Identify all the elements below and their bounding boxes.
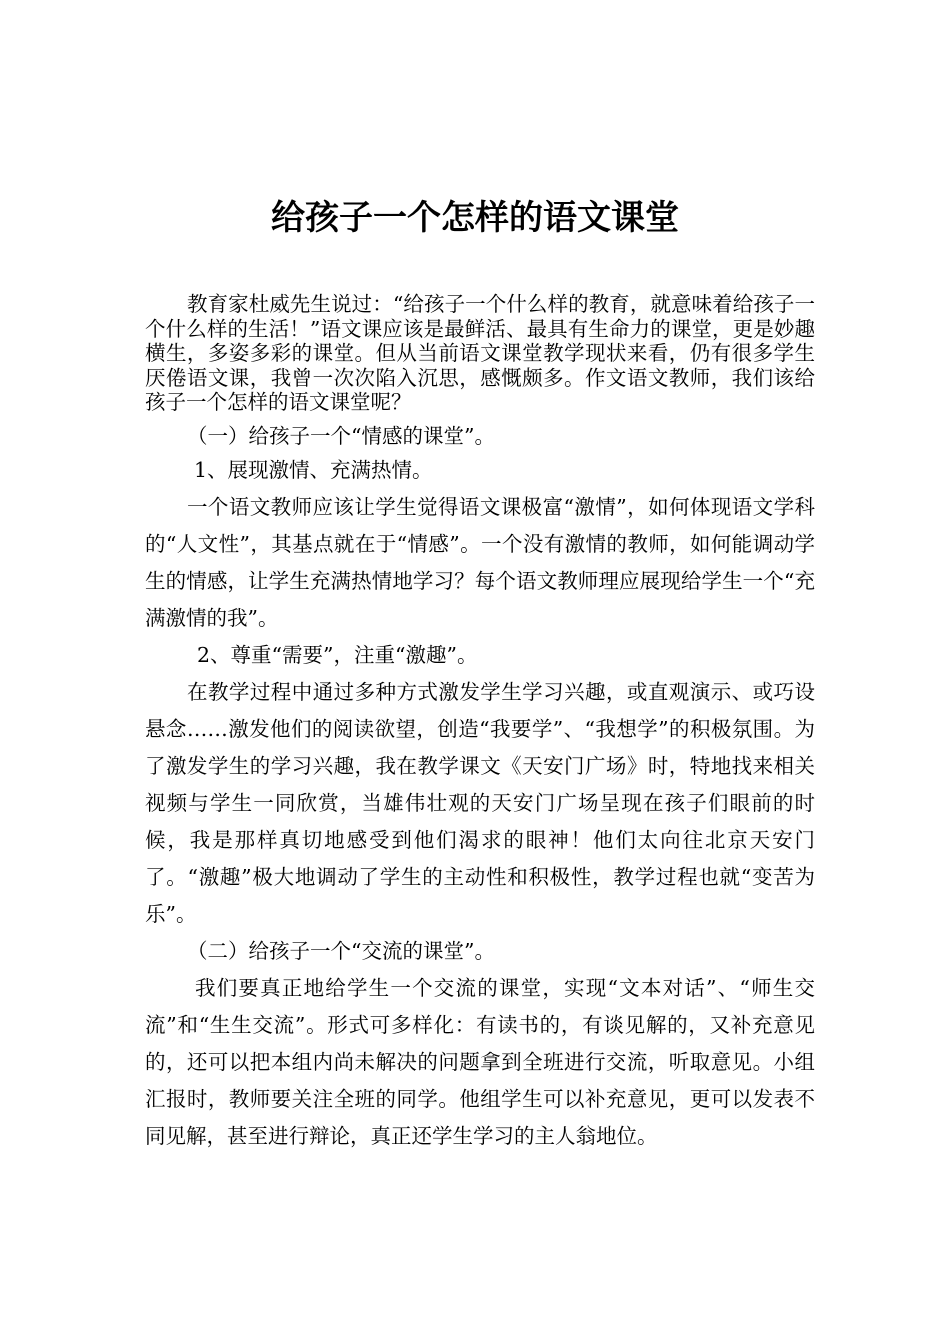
- document-title: 给孩子一个怎样的语文课堂: [271, 198, 679, 238]
- section2-body: 我们要真正地给学生一个交流的课堂，实现“文本对话”、“师生交流”和“生生交流”。形式可多样化：有读书的，有谈见解的，又补充意见的，还可以把本组内尚未解决的问题拿到全班进行交流，听取意见。小组汇报时，教师要关注全班的同学。他组学生可以补充意见，更可以发表不同见解，甚至进行辩论，真正还学生学习的主人翁地位。: [145, 976, 815, 1148]
- item2-heading: 2、尊重“需要”，注重“激趣”。: [197, 643, 478, 667]
- item1-body: 一个语文教师应该让学生觉得语文课极富“激情”，如何体现语文学科的“人文性”，其基点就在于“情感”。一个没有激情的教师，如何能调动学生的情感，让学生充满热情地学习？每个语文教师理应展现给学生一个“充满激情的我”。: [145, 495, 815, 630]
- section1-heading: （一）给孩子一个“情感的课堂”。: [187, 424, 495, 448]
- item2-body: 在教学过程中通过多种方式激发学生学习兴趣，或直观演示、或巧设悬念……激发他们的阅读欲望，创造“我要学”、“我想学”的积极氛围。为了激发学生的学习兴趣，我在教学课文《天安门广场》时，特地找来相关视频与学生一同欣赏，当雄伟壮观的天安门广场呈现在孩子们眼前的时候，我是那样真切地感受到他们渴求的眼神！他们太向往北京天安门了。“激趣”极大地调动了学生的主动性和积极性，教学过程也就“变苦为乐”。: [145, 680, 815, 926]
- intro-paragraph: 教育家杜威先生说过：“给孩子一个什么样的教育，就意味着给孩子一个什么样的生活！”语文课应该是最鲜活、最具有生命力的课堂，更是妙趣横生，多姿多彩的课堂。但从当前语文课堂教学现状来看，仍有很多学生厌倦语文课，我曾一次次陷入沉思，感慨颇多。作文语文教师，我们该给孩子一个怎样的语文课堂呢？: [145, 292, 815, 414]
- section2-heading: （二）给孩子一个“交流的课堂”。: [187, 939, 495, 963]
- item1-heading: 1、展现激情、充满热情。: [194, 458, 433, 482]
